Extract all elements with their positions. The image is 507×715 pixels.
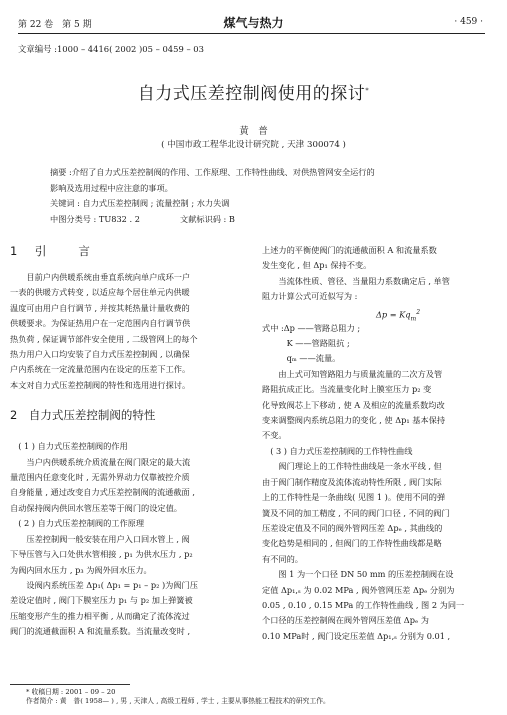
text-line: 温度可由用户自行调节 , 并按其耗热量计量收费的 bbox=[10, 302, 190, 313]
text-line: 差设定值时 , 阀门下膜室压力 p₁ 与 p₂ 加上弹簧被 bbox=[10, 595, 193, 606]
text-line: 压差控制阀一般安装在用户入口回水管上 , 阀 bbox=[10, 533, 190, 544]
paper-title bbox=[0, 79, 507, 104]
journal-name: 煤气与热力 bbox=[223, 16, 284, 30]
text-line: 由上式可知管路阻力与质量流量的二次方及管 bbox=[262, 368, 443, 379]
section-2-body bbox=[10, 439, 246, 639]
footnote-rule bbox=[10, 684, 130, 685]
text-line: 量范围内任意变化时 , 无需外界动力仅靠被控介质 bbox=[10, 472, 190, 483]
formula-superscript: 2 bbox=[416, 308, 421, 316]
subheading-1: ( 1 ) 自力式压差控制阀的作用 bbox=[10, 441, 128, 452]
text-line: 当流体性质、管径、当量阻力系数确定后 , 单管 bbox=[262, 275, 450, 286]
document-code: 文献标识码 : B bbox=[180, 213, 235, 224]
text-line: 户内系统在一定流量范围内在设定的压差下工作。 bbox=[10, 364, 191, 375]
formula-subscript: m bbox=[410, 315, 417, 322]
symbol-definitions bbox=[262, 321, 498, 367]
text-line: 目前户内供暖系统由垂直系统向单户成环一户 bbox=[10, 272, 191, 282]
section-2-heading: 2 自力式压差控制阀的特性 bbox=[10, 408, 156, 423]
text-line: 本文对自力式压差控制阀的特性和选用进行探讨。 bbox=[10, 379, 191, 390]
article-id: 文章编号 :1000 – 4416( 2002 )05 – 0459 – 03 bbox=[18, 44, 204, 54]
text-line: 式中 :Δp ——管路总阻力 ; bbox=[262, 322, 361, 333]
text-line: 压缩变形产生的推力相平衡 , 从而确定了流体流过 bbox=[10, 610, 190, 621]
intro-paragraph bbox=[10, 270, 246, 393]
author: 黄 普 bbox=[239, 126, 268, 137]
text-line: 化导致阀芯上下移动 , 使 A 及相应的流量系数均改 bbox=[262, 399, 445, 410]
abstract-block bbox=[50, 165, 470, 227]
text-line: 下导压管与入口处供水管相接 , p₁ 为供水压力 , p₂ bbox=[10, 549, 193, 560]
header-rule bbox=[18, 33, 485, 34]
text-line: 簧及不同的加工精度 , 不同的阀门口径 , 不同的阀门 bbox=[262, 507, 450, 518]
text-line: 不变。 bbox=[262, 430, 287, 441]
abstract-line-1: 摘要 :介绍了自力式压差控制阀的作用、工作原理、工作特性曲线、对供热管网安全运行的 bbox=[50, 167, 375, 177]
clc-number: 中图分类号 : TU832 . 2 bbox=[50, 213, 140, 224]
text-line: 阀门理论上的工作特性曲线是一条水平线 , 但 bbox=[262, 461, 442, 472]
section-1-heading: 1 引 言 bbox=[10, 244, 93, 258]
author-bio: 作者简介 : 黄 普( 1958— ) , 男 , 天津人 , 高级工程师 , 学士 , 主要从事热能工程技术的研究工作。 bbox=[26, 697, 330, 705]
footnote bbox=[26, 688, 496, 706]
text-line: 发生变化 , 但 Δp₁ 保持不变。 bbox=[262, 260, 372, 271]
text-line: 由于阀门制作精度及流体流动特性所限 , 阀门实际 bbox=[262, 476, 442, 487]
text-line: 图 1 为一个口径 DN 50 mm 的压差控制阀在设 bbox=[262, 569, 454, 580]
text-line: 上的工作特性是一条曲线( 见图 1 )。使用不同的弹 bbox=[262, 492, 446, 503]
text-line: 设阀内系统压差 Δp₁( Δp₁ = p₁ – p₂ )为阀门压 bbox=[10, 579, 198, 590]
received-date: * 收稿日期 : 2001 – 09 – 20 bbox=[26, 688, 116, 696]
text-line: 自动保持阀内供回水管压差等于阀门的设定值。 bbox=[10, 502, 182, 513]
title-footnote-mark: * bbox=[365, 86, 370, 95]
text-line: 当户内供暖系统介质流量在阀门限定的最大流 bbox=[10, 456, 191, 467]
right-paragraph-2 bbox=[262, 367, 498, 644]
text-line: 上述力的平衡使阀门的流通截面积 A 和流量系数 bbox=[262, 245, 437, 255]
text-line: 阀门的流通截面积 A 和流量系数。当流量改变时 , bbox=[10, 626, 191, 637]
text-line: 热负荷 , 保证调节部件安全使用 , 二级管网上的每个 bbox=[10, 333, 198, 344]
text-line: 变化趋势是相同的 , 但阀门的工作特性曲线都是略 bbox=[262, 538, 442, 549]
text-line: 路阻抗成正比。当流量变化时上膜室压力 p₂ 变 bbox=[262, 384, 432, 395]
text-line: K ——管路阻抗 ; bbox=[262, 338, 350, 349]
journal-issue: 第 22 卷 第 5 期 bbox=[18, 20, 92, 30]
subheading-2: ( 2 ) 自力式压差控制阀的工作原理 bbox=[10, 518, 145, 529]
text-line: 变来调整阀内系统总阻力的变化 , 使 Δp₁ 基本保持 bbox=[262, 415, 446, 426]
text-line: 自身能量 , 通过改变自力式压差控制阀的流通截面 , bbox=[10, 487, 195, 498]
text-line: 一表的供暖方式转变 , 以适应每个居住单元内供暖 bbox=[10, 287, 190, 298]
text-line: 阻力计算公式可近似写为 : bbox=[262, 291, 358, 302]
left-column bbox=[10, 243, 246, 640]
resistance-formula bbox=[262, 305, 498, 321]
abstract-line-2: 影响及选用过程中应注意的事项。 bbox=[50, 182, 173, 193]
text-line: 0.10 MPa时 , 阀门设定压差值 Δp₁,ₛ 分别为 0.01 , bbox=[262, 630, 451, 641]
keywords: 关键词 : 自力式压差控制阀 ; 流量控制 ; 水力失调 bbox=[50, 198, 230, 209]
subheading-3: ( 3 ) 自力式压差控制阀的工作特性曲线 bbox=[262, 445, 413, 456]
right-column bbox=[262, 243, 498, 644]
text-line: 0.05 , 0.10 , 0.15 MPa 的工作特性曲线 , 图 2 为同一 bbox=[262, 599, 465, 610]
text-line: 供暖要求。为保证热用户在一定范围内自行调节供 bbox=[10, 318, 191, 329]
affiliation: ( 中国市政工程华北设计研究院 , 天津 300074 ) bbox=[161, 140, 346, 150]
title-text: 自力式压差控制阀使用的探讨 bbox=[137, 84, 366, 104]
classification-row bbox=[50, 212, 470, 228]
text-line: 为阀内回水压力 , p₃ 为阀外回水压力。 bbox=[10, 564, 152, 575]
text-line: qₘ ——流量。 bbox=[262, 353, 341, 364]
text-line: 定值 Δp₁,ₛ 为 0.02 MPa , 阀外管网压差 Δpₑ 分别为 bbox=[262, 584, 455, 595]
text-line: 个口径的压差控制阀在阀外管网压差值 Δpₑ 为 bbox=[262, 615, 429, 626]
formula-body: Δp = Kq bbox=[375, 309, 411, 320]
page-number: · 459 · bbox=[454, 17, 483, 27]
right-paragraph-1 bbox=[262, 243, 498, 305]
text-line: 热力用户入口均安装了自力式压差控制阀 , 以确保 bbox=[10, 349, 190, 360]
text-line: 有不同的。 bbox=[262, 553, 303, 564]
text-line: 压差设定值及不同的阀外管网压差 Δpₑ , 其曲线的 bbox=[262, 522, 443, 533]
